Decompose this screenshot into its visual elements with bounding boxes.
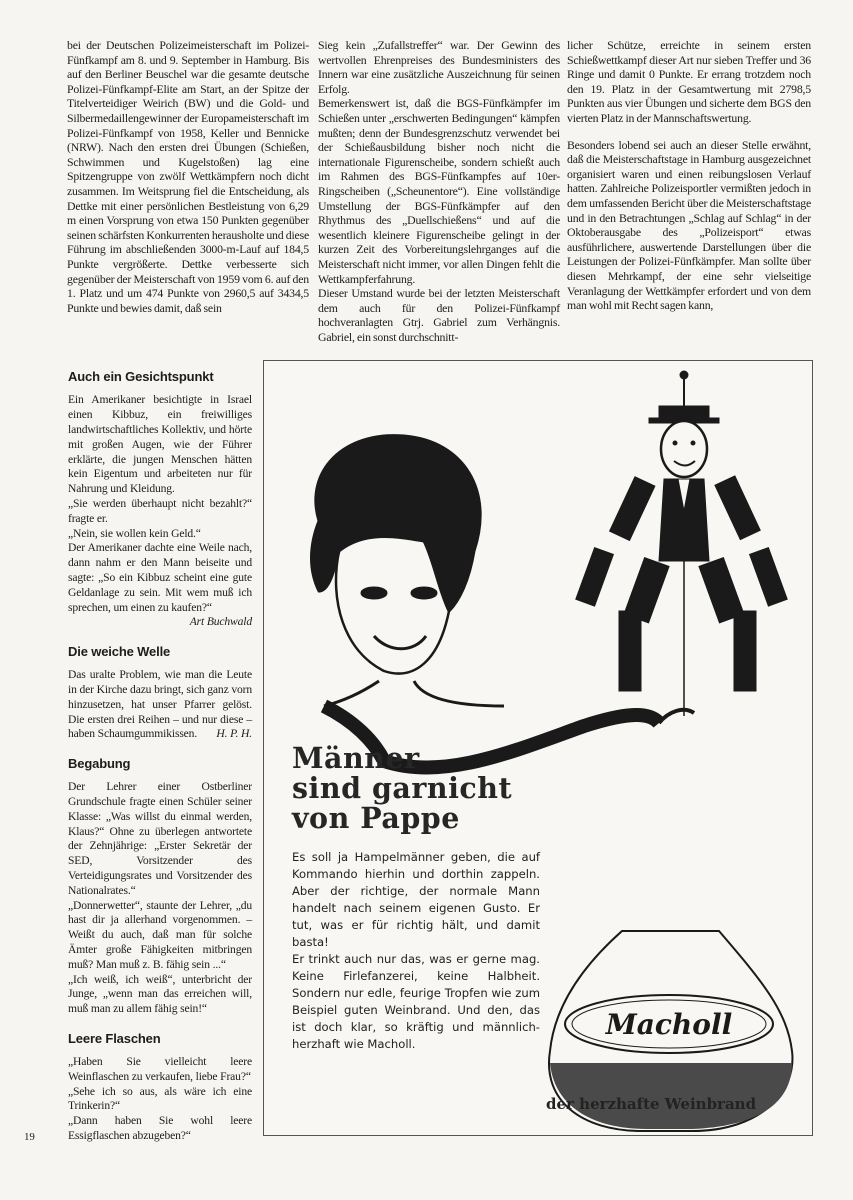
jumping-jack-puppet-illustration <box>576 371 787 716</box>
article-paragraph: Bemerkenswert ist, daß die BGS-Fünfkämpfer im Schießen unter „erschwerten Bedingungen“ kämpfen mußten; denn der Bundesgrenzschutz verwendet bei der Schießausbildung bisher noch nicht die internationale Figurenscheibe, sondern schießt auch im Rahmen des BGS-Fünfkampfes auf 10er-Ringscheiben („Scheunentore“). Eine vollständige Umstellung der BGS-Fünfkämpfer auf den Rhythmus des „Duellschießens“ und auf die wesentlich kleinere Figurenscheibe gelingt in der kurzen Zeit des Vorbereitungslehrganges auf die Meisterschaft nicht immer, vor allen Dingen fehlt die Wettkampferfahrung. <box>318 96 560 286</box>
anecdote-text: „Ich weiß, ich weiß“, unterbricht der Junge, „wenn man das erreichen will, muß man zu allem fähig sein!“ <box>68 972 252 1016</box>
anecdote-author: H. P. H. <box>216 727 252 741</box>
ad-paragraph: Er trinkt auch nur das, was er gerne mag. Keine Firlefanzerei, keine Halbheit. Sondern nur edle, feurige Tropfen wie zum Beispiel guten Weinbrand. Und den, das ist doch klar, so kräftig und männlich-herzhaft wie Macholl. <box>292 952 540 1052</box>
anecdote-title: Begabung <box>68 756 131 772</box>
anecdote-text: Ein Amerikaner besichtigte in Israel einen Kibbuz, ein freiwilliges landwirtschaftliches Kollektiv, und hörte mit großen Augen, wie der Führer erklärte, die jungen Menschen hätten kein Eigentum und arbeiteten nur für Nahrung und Kleidung. <box>68 393 252 496</box>
anecdote-text: Der Lehrer einer Ostberliner Grundschule fragte einen Schüler seiner Klasse: „Was willst du einmal werden, Klaus?“ Ohne zu überlegen antwortete der Zehnjährige: „Erster Sekretär der SED, Vorsitzender des Verteidigungsrates und Vorsitzender des Nationalrates.“ <box>68 780 252 897</box>
article-column-2 <box>318 38 560 344</box>
anecdote-leere-flaschen <box>24 1030 252 1144</box>
headline-line: sind garnicht <box>292 771 513 806</box>
anecdote-title: Auch ein Gesichtspunkt <box>68 369 214 385</box>
article-paragraph: Besonders lobend sei auch an dieser Stelle erwähnt, daß die Meisterschaftstage in Hamburg ausgezeichnet organisiert waren und einen reibungslosen Verlauf hatten. Zahlreiche Polizeisportler vermißten jedoch in dem umfassenden Bericht über die Meisterschaftstage und in den Betrachtungen „Schlag auf Schlag“ in der Oktoberausgabe des „Polizeisport“ etwas ausführlichere, auswertende Darstellungen über die Leistungen der Polizei-Fünfkämpfer. Man sollte über diesen Mehrkampf, der eine sehr vielseitige Veranlagung der Wettkämpfer erfordert und von dem man wohl mit Recht sagen kann, <box>567 137 811 313</box>
anecdote-text: „Nein, sie wollen kein Geld.“ <box>68 526 201 540</box>
article-column-3 <box>567 38 811 313</box>
article-column-1 <box>67 38 309 315</box>
anecdote-text: „Dann haben Sie wohl leere Essigflaschen abzugeben?“ <box>68 1114 252 1142</box>
anecdote-text: „Sehe ich so aus, als wäre ich eine Trinkerin?“ <box>68 1084 252 1113</box>
anecdote-begabung <box>68 756 252 1017</box>
anecdote-text: „Haben Sie vielleicht leere Weinflaschen zu verkaufen, liebe Frau?“ <box>68 1054 252 1083</box>
anecdote-text: Das uralte Problem, wie man die Leute in der Kirche dazu bringt, sich ganz vorn hinzusetzen, hat unser Pfarrer gelöst. Die ersten drei Reihen – und nur diese – haben Schaumgummikissen. <box>68 668 252 741</box>
lower-section <box>0 360 853 1177</box>
article-paragraph: Dieser Umstand wurde bei der letzten Meisterschaft dem auch für den Polizei-Fünfkampf hochveranlagten Gtrj. Gabriel zum Verhängnis. Gabriel, ein sonst durchschnitt- <box>318 286 560 344</box>
ad-paragraph: Es soll ja Hampelmänner geben, die auf Kommando hierhin und dorthin zappeln. Aber der richtige, der normale Mann handelt nach seinem eigenen Gusto. Er tut, was er für richtig hält, und damit basta! <box>292 850 540 950</box>
ad-headline <box>292 741 513 836</box>
article-paragraph: Sieg kein „Zufallstreffer“ war. Der Gewinn des wertvollen Ehrenpreises des Bundesministers des Innern war eine zusätzliche Auszeichnung für seinen Erfolg. <box>318 38 560 96</box>
article-paragraph: licher Schütze, erreichte in seinem ersten Schießwettkampf dieser Art nur sieben Treffer und 36 Ringe und damit 0 Punkte. Er errang trotzdem noch den 19. Platz in der Gesamtwertung mit 2798,5 Punkten aus vier Übungen und sicherte dem BGS den vierten Platz in der Mannschaftswertung. <box>567 38 811 125</box>
headline-line: von Pappe <box>292 801 460 836</box>
page-number: 19 <box>24 1130 35 1143</box>
anecdote-text: „Donnerwetter“, staunte der Lehrer, „du hast dir ja allerhand vorgenommen. – Weißt du auch, daß man für solche Ämter große Fähigkeiten mitbringen muß? Man muß z. B. fähig sein ...“ <box>68 898 252 971</box>
ad-slogan: der herzhafte Weinbrand <box>546 1095 757 1114</box>
anecdote-title: Leere Flaschen <box>68 1030 161 1046</box>
article-columns <box>0 0 853 344</box>
anecdote-title: Die weiche Welle <box>68 644 171 660</box>
macholl-logo-text: Macholl <box>605 1008 733 1042</box>
anecdote-text: „Sie werden überhaupt nicht bezahlt?“ fragte er. <box>68 497 252 525</box>
headline-line: Männer <box>292 741 420 776</box>
article-paragraph: bei der Deutschen Polizeimeisterschaft im Polizei-Fünfkampf am 8. und 9. September in Hamburg. Bis auf den Berliner Beuschel war die gesamte deutsche Polizei-Fünfkampf-Elite am Start, an der Spitze der Titelverteidiger Weirich (BW) und die Gold- und Silbermedaillengewinner der Europameisterschaft im Polizei-Fünfkampf von 1958, Keller und Bennicke (NRW). Nach den ersten drei Übungen (Schießen, Schwimmen und Kugelstoßen) lag eine Spitzengruppe von zwölf Wettkämpfern noch dicht zusammen. Im Weitsprung fiel die Entscheidung, als Dettke mit einer persönlichen Bestleistung von 6,29 m einen Vorsprung von etwa 150 Punkten gegenüber seinen schärfsten Konkurrenten herausholte und diese Führung im abschließenden 3000-m-Lauf auf 184,5 Punkte vergrößerte. Dettke verbesserte sich gegenüber der Meisterschaft von 1959 vom 6. auf den 1. Platz und um 474 Punkte von 2960,5 auf 3434,5 Punkte und bewies damit, daß sein <box>67 38 309 315</box>
macholl-advertisement <box>263 360 813 1136</box>
anecdote-author: Art Buchwald <box>189 615 252 629</box>
anecdote-gesichtspunkt <box>68 369 252 630</box>
ad-body-text <box>292 849 540 1053</box>
anecdote-weiche-welle <box>68 644 252 742</box>
anecdote-sidebar <box>24 360 252 1157</box>
anecdote-text: Der Amerikaner dachte eine Weile nach, dann nahm er den Mann beiseite und sagte: „So ein Kibbuz scheint eine gute Geldanlage zu sein. Mit wem muß ich sprechen, um einen zu kaufen?“ <box>68 541 252 614</box>
